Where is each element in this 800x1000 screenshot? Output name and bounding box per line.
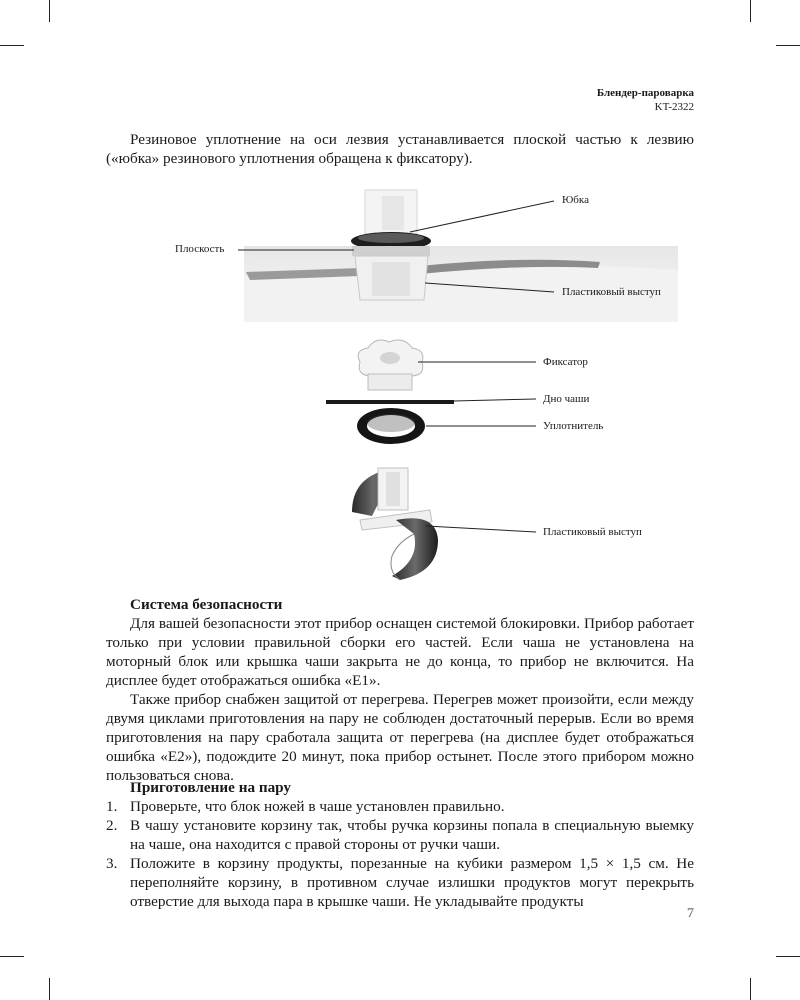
safety-section xyxy=(106,595,694,785)
blade-top-photo xyxy=(244,190,678,322)
bowl-bottom-line xyxy=(326,400,454,404)
page-number: 7 xyxy=(687,906,694,921)
steam-steps-list xyxy=(106,797,694,911)
crop-mark xyxy=(776,956,800,957)
header-title: Блендер-пароварка xyxy=(596,87,694,99)
leader-skirt xyxy=(410,201,554,232)
list-item xyxy=(106,854,694,911)
list-item xyxy=(106,816,694,854)
safety-paragraph-2: Также прибор снабжен защитой от перегрева. Перегрев может произойти, если между двумя циклами приготовления на пару не соблюден достаточный перерыв. Если во время приготовления на пару сработала защита от перегрева (на дисплее будет отображаться ошибка «E2»), подождите 20 минут, пока прибор остынет. После этого прибором можно пользоваться снова. xyxy=(106,691,694,784)
list-item-text: В чашу установите корзину так, чтобы ручка корзины попала в специальную выемку на чаше, она находится с правой стороны от ручки чаши. xyxy=(130,817,694,853)
safety-paragraph-1: Для вашей безопасности этот прибор оснащен системой блокировки. Прибор работает только при условии правильной сборки его частей. Если чаша не установлена на моторный блок или крышка чаши закрыта не до конца, то прибор не включится. На дисплее будет отображаться ошибка «E1». xyxy=(106,615,694,689)
seal-ring-photo xyxy=(357,408,425,444)
crop-mark xyxy=(0,956,24,957)
intro-paragraph: Резиновое уплотнение на оси лезвия устанавливается плоской частью к лезвию («юбка» резинового уплотнения обращена к фиксатору). xyxy=(106,131,694,167)
list-item xyxy=(106,797,694,816)
blade-bottom-photo xyxy=(352,468,438,580)
steam-heading-block xyxy=(106,778,694,797)
safety-heading: Система безопасности xyxy=(130,596,283,613)
leader-bottom xyxy=(454,399,536,401)
fixator-photo xyxy=(358,340,423,390)
list-item-number: 1. xyxy=(106,798,118,815)
label-flat: Плоскость xyxy=(175,243,225,255)
crop-mark xyxy=(750,978,751,1000)
label-plastic-protrusion-top: Пластиковый выступ xyxy=(562,286,661,298)
header-model: KT-2322 xyxy=(654,101,694,113)
list-item-number: 3. xyxy=(106,855,118,872)
leader-plastic-bottom xyxy=(426,526,536,532)
crop-mark xyxy=(49,978,50,1000)
label-skirt: Юбка xyxy=(562,194,589,206)
label-seal: Уплотнитель xyxy=(543,420,604,432)
label-bowl-bottom: Дно чаши xyxy=(543,393,590,405)
steam-heading: Приготовление на пару xyxy=(130,779,292,796)
label-plastic-protrusion-bottom: Пластиковый выступ xyxy=(543,526,642,538)
label-fixator: Фиксатор xyxy=(543,356,588,368)
list-item-number: 2. xyxy=(106,817,118,834)
list-item-text: Проверьте, что блок ножей в чаше установлен правильно. xyxy=(130,798,505,815)
list-item-text: Положите в корзину продукты, порезанные на кубики размером 1,5 × 1,5 см. Не переполняйте корзину, в противном случае излишки продуктов могут перекрыть отверстие для выхода пара в крышке чаши. Не укладывайте продукты xyxy=(130,855,694,910)
